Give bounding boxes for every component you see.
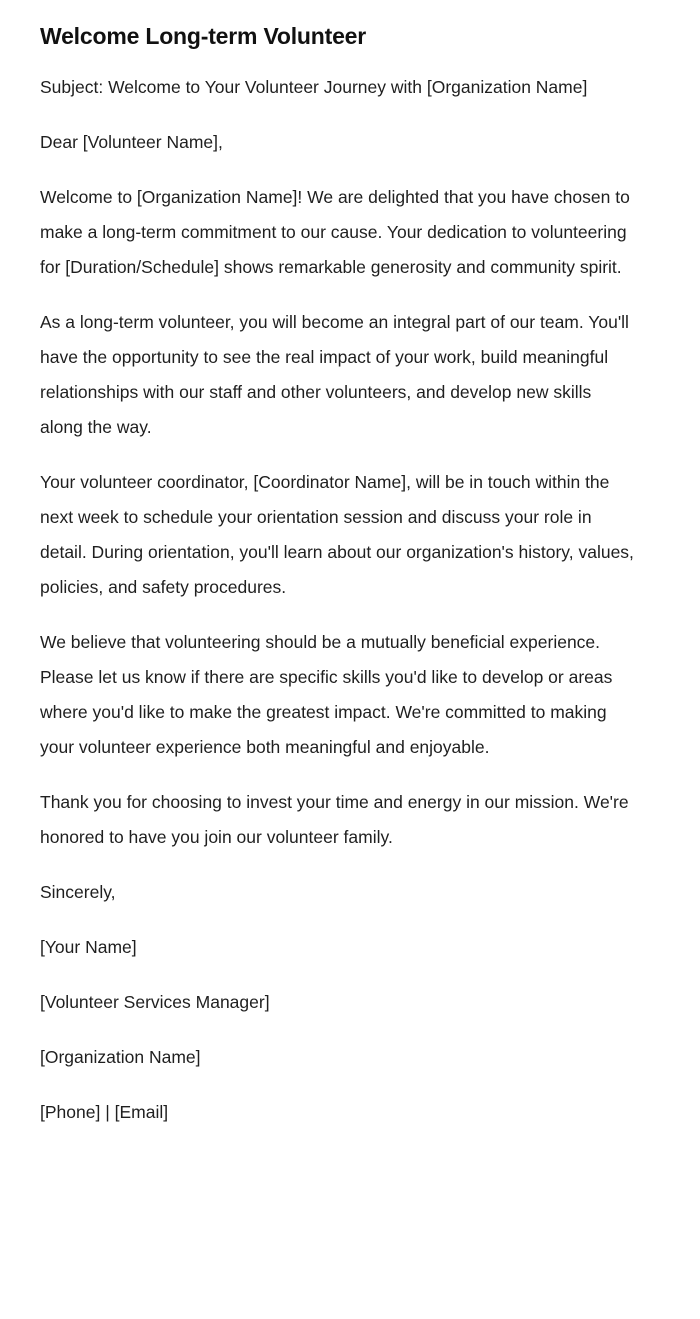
signature-title: [Volunteer Services Manager]: [40, 991, 270, 1012]
signature-organization: [Organization Name]: [40, 1046, 201, 1067]
signature-contact: [Phone] | [Email]: [40, 1101, 169, 1122]
body-paragraph-4: We believe that volunteering should be a mutually beneficial experience. Please let us know if there are specific skills you'd like to develop or areas where you'd like to make the greatest impact. We're committed to making your volunteer experience both meaningful and enjoyable.: [40, 631, 613, 757]
body-paragraph-1: Welcome to [Organization Name]! We are delighted that you have chosen to make a long-term commitment to our cause. Your dedication to volunteering for [Duration/Schedule] shows remarkable generosity and community spirit.: [40, 186, 630, 277]
salutation: Dear [Volunteer Name],: [40, 131, 223, 152]
closing-line: Sincerely,: [40, 881, 116, 902]
body-paragraph-2: As a long-term volunteer, you will become an integral part of our team. You'll have the opportunity to see the real impact of your work, build meaningful relationships with our staff and other volunteers, and develop new skills along the way.: [40, 311, 629, 437]
subject-line: Subject: Welcome to Your Volunteer Journey with [Organization Name]: [40, 76, 588, 97]
body-paragraph-3: Your volunteer coordinator, [Coordinator Name], will be in touch within the next week to schedule your orientation session and discuss your role in detail. During orientation, you'll learn about our organization's history, values, policies, and safety procedures.: [40, 471, 634, 597]
signature-name: [Your Name]: [40, 936, 137, 957]
page-title: Welcome Long-term Volunteer: [40, 23, 367, 49]
body-paragraph-5: Thank you for choosing to invest your time and energy in our mission. We're honored to have you join our volunteer family.: [40, 791, 629, 847]
